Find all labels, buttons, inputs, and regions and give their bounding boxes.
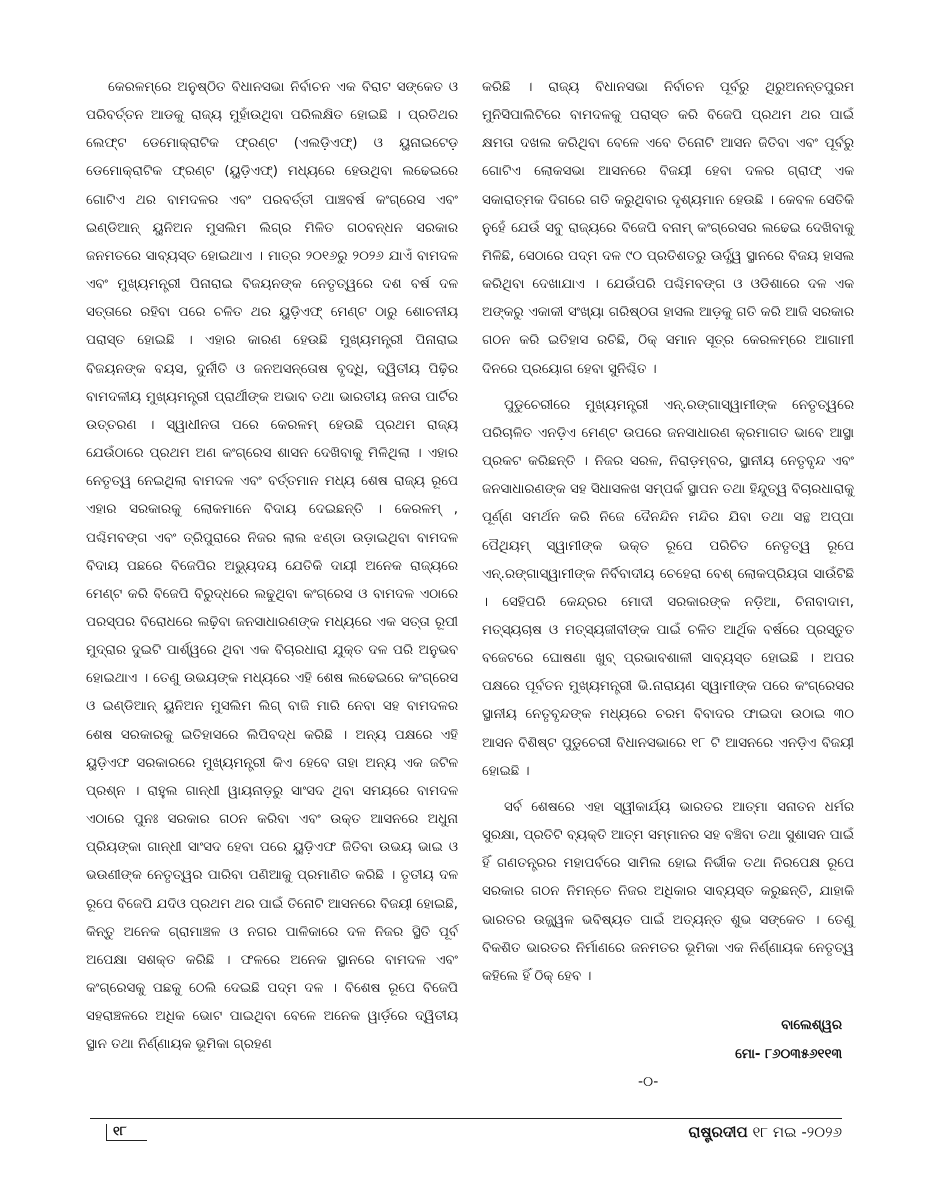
paragraph-2: କରିଛି । ରାଜ୍ୟ ବିଧାନସଭା ନିର୍ବାଚନ ପୂର୍ବରୁ ଥିରୁଅନନ୍ତପୁରମ ମୁନିସିପାଲିଟିରେ ବାମଦଳକୁ ପରାସ୍ତ କରି ବିଜେପି ପ୍ରଥମ ଥର ପାଇଁ କ୍ଷମତା ଦଖଲ କରିଥିବା ବେଳେ ଏବେ ତିନୋଟି ଆସନ ଜିତିବା ଏବଂ ପୂର୍ବରୁ ଗୋଟିଏ ଲୋକସଭା ଆସନରେ ବିଜୟୀ ହେବା ଦଳର ଗ୍ରାଫ୍‌ ଏକ ସକାରାତ୍ମକ ଦିଗରେ ଗତି କରୁଥିବାର ଦୃଶ୍ୟମାନ ହେଉଛି । କେବଳ ସେତିକି ନୁହେଁ ଯେଉଁ ସବୁ ରାଜ୍ୟରେ ବିଜେପି ବନାମ୍‌ କଂଗ୍ରେସର ଲଢେଇ ଦେଖିବାକୁ ମିଳିଛି, ସେଠାରେ ପଦ୍ମ ଦଳ ୯୦ ପ୍ରତିଶତରୁ ଊର୍ଦ୍ଧ୍ୱ ସ୍ଥାନରେ ବିଜୟ ହାସଲ କରିଥିବା ଦେଖାଯାଏ । ଯେଉଁପରି ପଶ୍ଚିମବଙ୍ଗ ଓ ଓଡିଶାରେ ଦଳ ଏକ ଅଙ୍କରୁ ଏକାକୀ ସଂଖ୍ୟା ଗରିଷ୍ଠତା ହାସଲ ଆଡ଼କୁ ଗତି କରି ଆଜି ସରକାର ଗଠନ କରି ଇତିହାସ ରଚିଛି, ଠିକ୍‌ ସମାନ ସୂତ୍ର କେରଳମ୍‌ରେ ଆଗାମୀ ଦିନରେ ପ୍ରୟୋଗ ହେବା ସୁନିଶ୍ଚିତ । [482,80,854,377]
paragraph-1: କେରଳମ୍‌ରେ ଅନୁଷ୍ଠିତ ବିଧାନସଭା ନିର୍ବାଚନ ଏକ ବିରାଟ ସଙ୍କେତ ଓ ପରିବର୍ତ୍ତନ ଆଡକୁ ରାଜ୍ୟ ମୁହାଁଉଥିବା ପରିଲକ୍ଷିତ ହୋଇଛି । ପ୍ରତିଥର ଲେଫ୍‌ଟ ଡେମୋକ୍ରାଟିକ ଫ୍ରଣ୍ଟ (ଏଲଡ଼ିଏଫ୍‌) ଓ ୟୁନାଇଟେଡ଼ ଡେମୋକ୍ରାଟିକ ଫ୍ରଣ୍ଟ (ୟୁଡ଼ିଏଫ୍‌) ମଧ୍ୟରେ ହେଉଥିବା ଲଢେଇରେ ଗୋଟିଏ ଥର ବାମଦଳର ଏବଂ ପରବର୍ତ୍ତୀ ପାଞ୍ଚବର୍ଷ କଂଗ୍ରେସ ଏବଂ ଇଣ୍ଡିଆନ୍‌ ୟୁନିଅନ ମୁସଲିମ ଲିଗ୍‌ର ମିଳିତ ଗଠବନ୍ଧନ ସରକାର ଜନମତରେ ସାବ୍ୟସ୍ତ ହୋଇଥାଏ । ମାତ୍ର ୨୦୧୬ରୁ ୨୦୨୬ ଯାଏଁ ବାମଦଳ ଏବଂ ମୁଖ୍ୟମନ୍ତ୍ରୀ ପିନାରାଇ ବିଜୟନଙ୍କ ନେତୃତ୍ୱରେ ଦଶ ବର୍ଷ ଦଳ ସତ୍ତାରେ ରହିବା ପରେ ଚଳିତ ଥର ୟୁଡ଼ିଏଫ୍‌ ମେଣ୍ଟ ଠାରୁ ଶୋଚନୀୟ ପରାସ୍ତ ହୋଇଛି । ଏହାର କାରଣ ହେଉଛି ମୁଖ୍ୟମନ୍ତ୍ରୀ ପିନାରାଇ ବିଜୟନଙ୍କ ବୟସ, ଦୁର୍ନୀତି ଓ ଜନଅସନ୍ତୋଷ ବୃଦ୍ଧି, ଦ୍ୱିତୀୟ ପିଢ଼ିର ବାମଦଳୀୟ ମୁଖ୍ୟମନ୍ତ୍ରୀ ପ୍ରାର୍ଥୀଙ୍କ ଅଭାବ ତଥା ଭାରତୀୟ ଜନତା ପାର୍ଟିର ଉତ୍ତରଣ । ସ୍ୱାଧୀନତା ପରେ କେରଳମ୍‌ ହେଉଛି ପ୍ରଥମ ରାଜ୍ୟ ଯେଉଁଠାରେ ପ୍ରଥମ ଅଣ କଂଗ୍ରେସ ଶାସନ ଦେଖିବାକୁ ମିଳିଥିଲା । ଏହାର ନେତୃତ୍ୱ ନେଇଥିଲା ବାମଦଳ ଏବଂ ବର୍ତ୍ତମାନ ମଧ୍ୟ ଶେଷ ରାଜ୍ୟ ରୂପେ ଏହାର ସରକାରକୁ ଲୋକମାନେ ବିଦାୟ ଦେଇଛନ୍ତି । କେରଳମ୍‌ , ପଶ୍ଚିମବଙ୍ଗ ଏବଂ ତ୍ରିପୁରାରେ ନିଜର ଲାଲ ଝଣ୍ଡା ଉଡ଼ାଇଥିବା ବାମଦଳ ବିଦାୟ ପଛରେ ବିଜେପିର ଅଭ୍ୟୁଦୟ ଯେତିକି ଦାୟୀ ଅନେକ ରାଜ୍ୟରେ ମେଣ୍ଟ କରି ବିଜେପି ବିରୁଦ୍ଧରେ ଲଢୁଥିବା କଂଗ୍ରେସ ଓ ବାମଦଳ ଏଠାରେ ପରସ୍ପର ବିରୋଧରେ ଲଢ଼ିବା ଜନସାଧାରଣଙ୍କ ମଧ୍ୟରେ ଏକ ସତ୍ତା ରୂପୀ ମୁଦ୍ରାର ଦୁଇଟି ପାର୍ଶ୍ୱରେ ଥିବା ଏକ ବିଚାରଧାରା ଯୁକ୍ତ ଦଳ ପରି ଅନୁଭବ ହୋଇଥାଏ । ତେଣୁ ଉଭୟଙ୍କ ମଧ୍ୟରେ ଏହି ଶେଷ ଲଢେଇରେ କଂଗ୍ରେସ ଓ ଇଣ୍ଡିଆନ୍‌ ୟୁନିଅନ ମୁସଲିମ ଲିଗ୍‌ ବାଜି ମାରି ନେବା ସହ ବାମଦଳର ଶେଷ ସରକାରକୁ ଇତିହାସରେ ଲିପିବଦ୍ଧ କରିଛି । ଅନ୍ୟ ପକ୍ଷରେ ଏହି ୟୁଡ଼ିଏଫ ସରକାରରେ ମୁଖ୍ୟମନ୍ତ୍ରୀ କିଏ ହେବେ ତାହା ଅନ୍ୟ ଏକ ଜଟିଳ ପ୍ରଶ୍ନ । ରାହୁଲ ଗାନ୍ଧୀ ୱାୟନାଡ଼ରୁ ସାଂସଦ ଥିବା ସମୟରେ ବାମଦଳ ଏଠାରେ ପୁନଃ ସରକାର ଗଠନ କରିବା ଏବଂ ଉକ୍ତ ଆସନରେ ଅଧୁନା ପ୍ରିୟଙ୍କା ଗାନ୍ଧୀ ସାଂସଦ ହେବା ପରେ ୟୁଡ଼ିଏଫ ଜିତିବା ଉଭୟ ଭାଇ ଓ ଭଉଣୀଙ୍କ ନେତୃତ୍ୱର ପାରିବା ପଣିଆକୁ ପ୍ରମାଣିତ କରିଛି । ତୃତୀୟ ଦଳ ରୂପେ ବିଜେପି ଯଦିଓ ପ୍ରଥମ ଥର ପାଇଁ ତିନୋଟି ଆସନରେ ବିଜୟୀ ହୋଇଛି, କିନ୍ତୁ ଅନେକ ଗ୍ରାମାଞ୍ଚଳ ଓ ନଗର ପାଳିକାରେ ଦଳ ନିଜର ସ୍ଥିତି ପୂର୍ବ ଅପେକ୍ଷା ସଶକ୍ତ କରିଛି । ଫଳରେ ଅନେକ ସ୍ଥାନରେ ବାମଦଳ ଏବଂ କଂଗ୍ରେସକୁ ପଛକୁ ଠେଲି ଦେଇଛି ପଦ୍ମ ଦଳ । ବିଶେଷ ରୂପେ ବିଜେପି ସହରାଞ୍ଚଳରେ ଅଧିକ ଭୋଟ ପାଇଥିବା ବେଳେ ଅନେକ ୱାର୍ଡ଼ରେ ଦ୍ୱିତୀୟ ସ୍ଥାନ ତଥା ନିର୍ଣ୍ଣାୟକ ଭୂମିକା ଗ୍ରହଣ [86,80,459,1053]
page-number: ୧୮ [106,1124,147,1141]
left-column [86,74,458,1059]
paragraph-3: ପୁଡୁଚେରୀରେ ମୁଖ୍ୟମନ୍ତ୍ରୀ ଏନ୍‌.ରଙ୍ଗାସ୍ୱାମୀଙ୍କ ନେତୃତ୍ୱରେ ପରିଚାଳିତ ଏନଡ଼ିଏ ମେଣ୍ଟ ଉପରେ ଜନସାଧାରଣ କ୍ରମାଗତ ଭାବେ ଆସ୍ଥା ପ୍ରକଟ କରିଛନ୍ତି । ନିଜର ସରଳ, ନିରାଡ଼ମ୍ବର, ସ୍ଥାନୀୟ ନେତୃବୃନ୍ଦ ଏବଂ ଜନସାଧାରଣଙ୍କ ସହ ସିଧାସଳଖ ସମ୍ପର୍କ ସ୍ଥାପନ ତଥା ହିନ୍ଦୁତ୍ୱ ବିଚାରଧାରାକୁ ପୂର୍ଣ୍ଣ ସମର୍ଥନ କରି ନିଜେ ଦୈନନ୍ଦିନ ମନ୍ଦିର ଯିବା ତଥା ସନ୍ଥ ଅପ୍ପା ପୈଥିୟମ୍‌ ସ୍ୱାମୀଙ୍କ ଭକ୍ତ ରୂପେ ପରିଚିତ ନେତୃତ୍ୱ ରୂପେ ଏନ୍‌.ରଙ୍ଗାସ୍ୱାମୀଙ୍କ ନିର୍ବିବାଦୀୟ ଚେହେରା ବେଶ୍‌ ଲୋକପ୍ରିୟତା ସାଉଁଟିଛି । ସେହିପରି କେନ୍ଦ୍ରର ମୋଦୀ ସରକାରଙ୍କ ନଡ଼ିଆ, ଚିନାବାଦାମ, ମତ୍ସ୍ୟଚାଷ ଓ ମତ୍ସ୍ୟଜୀବୀଙ୍କ ପାଇଁ ଚଳିତ ଆର୍ଥିକ ବର୍ଷରେ ପ୍ରସ୍ତୁତ ବଜେଟରେ ଘୋଷଣା ଖୁବ୍‌ ପ୍ରଭାବଶାଳୀ ସାବ୍ୟସ୍ତ ହୋଇଛି । ଅପର ପକ୍ଷରେ ପୂର୍ବତନ ମୁଖ୍ୟମନ୍ତ୍ରୀ ଭି.ନାରାୟଣ ସ୍ୱାମୀଙ୍କ ପରେ କଂଗ୍ରେସର ସ୍ଥାନୀୟ ନେତୃବୃନ୍ଦଙ୍କ ମଧ୍ୟରେ ଚରମ ବିବାଦର ଫାଇଦା ଉଠାଇ ୩୦ ଆସନ ବିଶିଷ୍ଟ ପୁଡୁଚେରୀ ବିଧାନସଭାରେ ୧୮ ଟି ଆସନରେ ଏନଡ଼ିଏ ବିଜୟୀ ହୋଇଛି । [482,397,854,779]
publication-date: ୧୮ ମଇ -୨୦୨୬ [752,1123,842,1141]
end-mark: -୦- [638,1074,659,1090]
paragraph-4: ସର୍ବ ଶେଷରେ ଏହା ସ୍ୱୀକାର୍ଯ୍ୟ ଭାରତର ଆତ୍ମା ସନାତନ ଧର୍ମର ସୁରକ୍ଷା, ପ୍ରତିଟି ବ୍ୟକ୍ତି ଆତ୍ମ ସମ୍ମାନର ସହ ବଞ୍ଚିବା ତଥା ସୁଶାସନ ପାଇଁ ହିଁ ଗଣତନ୍ତ୍ରର ମହାପର୍ବରେ ସାମିଲ ହୋଇ ନିର୍ଭୀକ ତଥା ନିରପେକ୍ଷ ରୂପେ ସରକାର ଗଠନ ନିମନ୍ତେ ନିଜର ଅଧିକାର ସାବ୍ୟସ୍ତ କରୁଛନ୍ତି, ଯାହାକି ଭାରତର ଉଜ୍ଜ୍ୱଳ ଭବିଷ୍ୟତ ପାଇଁ ଅତ୍ୟନ୍ତ ଶୁଭ ସଙ୍କେତ । ତେଣୁ ବିକଶିତ ଭାରତର ନିର୍ମାଣରେ ଜନମତର ଭୂମିକା ଏକ ନିର୍ଣ୍ଣାୟକ ନେତୃତ୍ୱ କହିଲେ ହିଁ ଠିକ୍‌ ହେବ । [482,799,854,984]
footer-masthead [689,1122,842,1142]
author-place: ବାଲେଶ୍ୱର [781,1018,842,1033]
footer-divider [90,1118,842,1119]
publication-name: ରାଷ୍ଟ୍ରଦୀପ [688,1123,748,1141]
author-phone: ମୋ- ୮୬୦୩୫୬୧୧୩ [735,1047,842,1062]
right-column [482,74,854,991]
